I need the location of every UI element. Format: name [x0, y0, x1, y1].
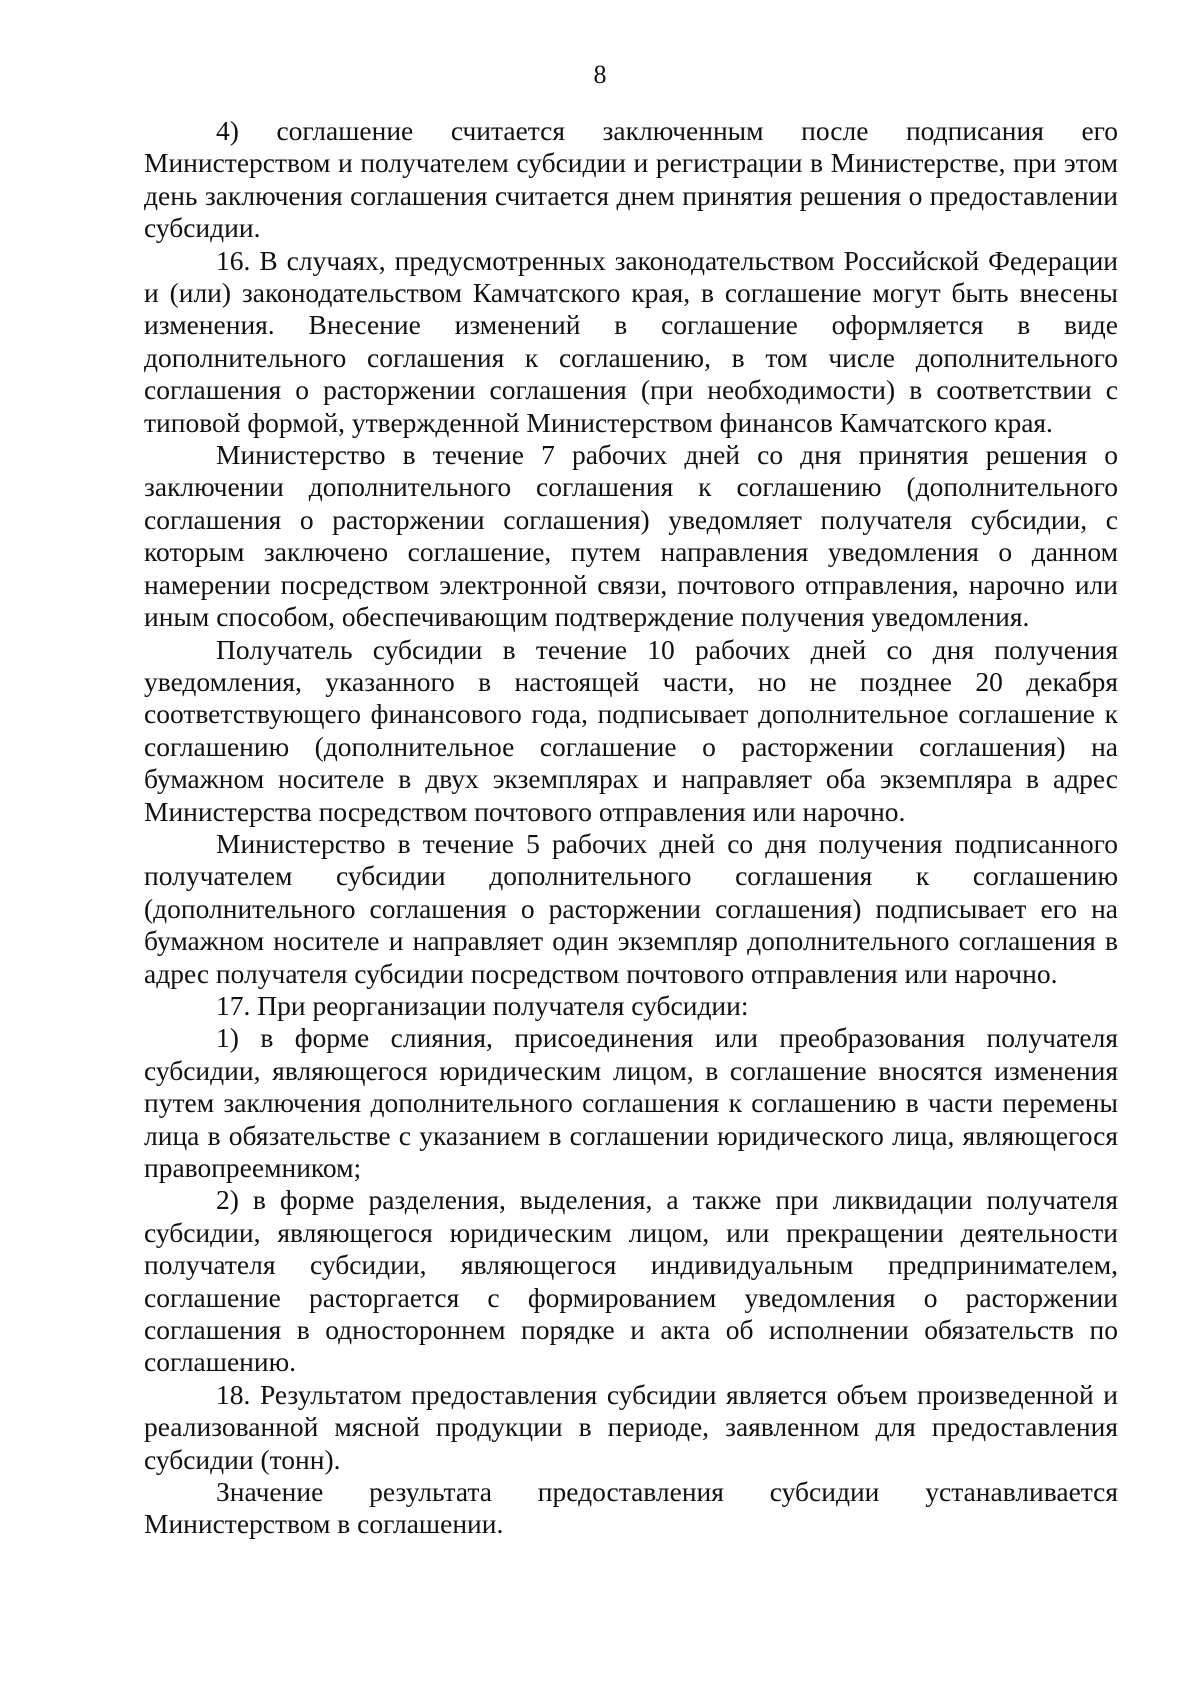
page-number: 8 — [593, 60, 607, 89]
paragraph-result-value: Значение результата предоставления субсидии устанавливается Министерством в соглашении. — [144, 1476, 1118, 1540]
paragraph-ministry-signing: Министерство в течение 5 рабочих дней со дня получения подписанного получателем субсидии дополнительного соглашения к соглашению (дополнительного соглашения о расторжении соглашения) подписывает его на бумажном носителе и направляет один экземпляр дополнительного соглашения в адрес получателя субсидии посредством почтового отправления или нарочно. — [144, 827, 1118, 989]
paragraph-clause-18: 18. Результатом предоставления субсидии является объем произведенной и реализованной мясной продукции в периоде, заявленном для предоставления субсидии (тонн). — [144, 1378, 1118, 1475]
document-body — [144, 115, 1118, 1541]
paragraph-ministry-notification: Министерство в течение 7 рабочих дней со дня принятия решения о заключении дополнительного соглашения к соглашению (дополнительного соглашения о расторжении соглашения) уведомляет получателя субсидии, с которым заключено соглашение, путем направления уведомления о данном намерении посредством электронной связи, почтового отправления, нарочно или иным способом, обеспечивающим подтверждение получения уведомления. — [144, 439, 1118, 633]
paragraph-clause-17-item-1: 1) в форме слияния, присоединения или преобразования получателя субсидии, являющегося юридическим лицом, в соглашение вносятся изменения путем заключения дополнительного соглашения к соглашению в части перемены лица в обязательстве с указанием в соглашении юридического лица, являющегося правопреемником; — [144, 1022, 1118, 1183]
paragraph-clause-17: 17. При реорганизации получателя субсидии: — [216, 989, 749, 1021]
paragraph-item-4: 4) соглашение считается заключенным после подписания его Министерством и получателем субсидии и регистрации в Министерстве, при этом день заключения соглашения считается днем принятия решения о предоставлении субсидии. — [144, 115, 1118, 244]
paragraph-clause-16: 16. В случаях, предусмотренных законодательством Российской Федерации и (или) законодательством Камчатского края, в соглашение могут быть внесены изменения. Внесение изменений в соглашение оформляется в виде дополнительного соглашения к соглашению, в том числе дополнительного соглашения о расторжении соглашения (при необходимости) в соответствии с типовой формой, утвержденной Министерством финансов Камчатского края. — [144, 244, 1118, 438]
paragraph-clause-17-item-2: 2) в форме разделения, выделения, а также при ликвидации получателя субсидии, являющегося юридическим лицом, или прекращении деятельности получателя субсидии, являющегося индивидуальным предпринимателем, соглашение расторгается с формированием уведомления о расторжении соглашения в одностороннем порядке и акта об исполнении обязательств по соглашению. — [144, 1184, 1118, 1378]
paragraph-recipient-signing: Получатель субсидии в течение 10 рабочих дней со дня получения уведомления, указанного в настоящей части, но не позднее 20 декабря соответствующего финансового года, подписывает дополнительное соглашение к соглашению (дополнительное соглашение о расторжении соглашения) на бумажном носителе в двух экземплярах и направляет оба экземпляра в адрес Министерства посредством почтового отправления или нарочно. — [144, 633, 1118, 827]
